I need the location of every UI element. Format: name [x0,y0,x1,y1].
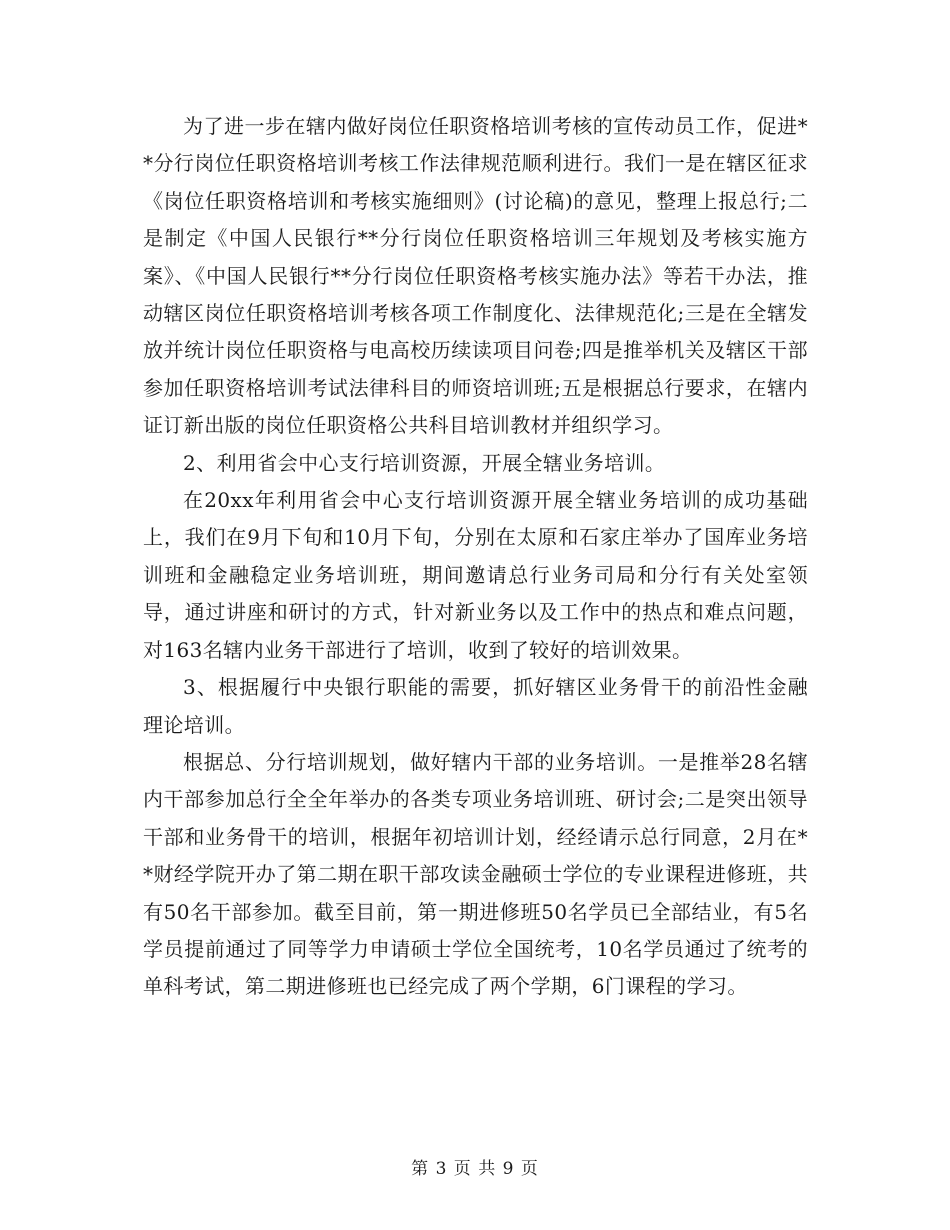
page-footer: 第 3 页 共 9 页 [411,1159,539,1179]
paragraph-business-training: 在20xx年利用省会中心支行培训资源开展全辖业务培训的成功基础上，我们在9月下旬和10月下旬，分别在太原和石家庄举办了国库业务培训班和金融稳定业务培训班，期间邀请总行业务司局和分行有关处室领导，通过讲座和研讨的方式，针对新业务以及工作中的热点和难点问题，对163名辖内业务干部进行了培训，收到了较好的培训效果。 [143,488,808,662]
paragraph-theory-training: 根据总、分行培训规划，做好辖内干部的业务培训。一是推举28名辖内干部参加总行全全年举办的各类专项业务培训班、研讨会;二是突出领导干部和业务骨干的培训，根据年初培训计划，经经请示总行同意，2月在**财经学院开办了第二期在职干部攻读金融硕士学位的专业课程进修班，共有50名干部参加。截至目前，第一期进修班50名学员已全部结业，有5名学员提前通过了同等学力申请硕士学位全国统考，10名学员通过了统考的单科考试，第二期进修班也已经完成了两个学期，6门课程的学习。 [143,749,808,999]
section-heading-2: 2、利用省会中心支行培训资源，开展全辖业务培训。 [183,450,666,475]
section-heading-3: 3、根据履行中央银行职能的需要，抓好辖区业务骨干的前沿性金融理论培训。 [143,675,808,737]
document-body [143,108,808,1006]
paragraph-promotion-work: 为了进一步在辖内做好岗位任职资格培训考核的宣传动员工作，促进**分行岗位任职资格培训考核工作法律规范顺利进行。我们一是在辖区征求《岗位任职资格培训和考核实施细则》(讨论稿)的意见，整理上报总行;二是制定《中国人民银行**分行岗位任职资格培训三年规划及考核实施方案》、《中国人民银行**分行岗位任职资格考核实施办法》等若干办法，推动辖区岗位任职资格培训考核各项工作制度化、法律规范化;三是在全辖发放并统计岗位任职资格与电高校历续读项目问卷;四是推举机关及辖区干部参加任职资格培训考试法律科目的师资培训班;五是根据总行要求，在辖内证订新出版的岗位任职资格公共科目培训教材并组织学习。 [143,114,808,438]
